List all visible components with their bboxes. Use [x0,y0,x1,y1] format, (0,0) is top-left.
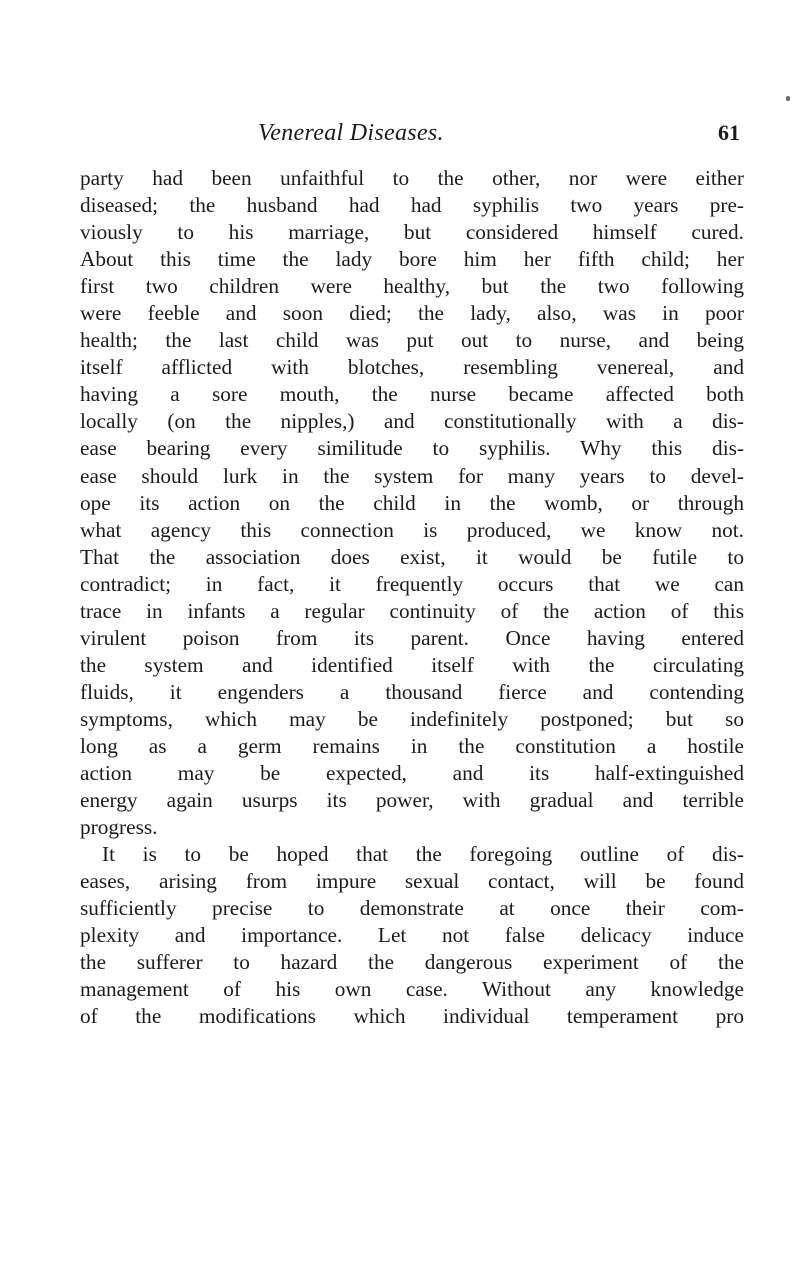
text-line: the system and identified itself with the circulating [80,652,744,677]
text-line: health; the last child was put out to nurse, and being [80,328,744,353]
text-line: sufficiently precise to demonstrate at once their com- [80,896,744,921]
text-line: of the modifications which individual temperament pro [80,1004,744,1029]
text-line: management of his own case. Without any knowledge [80,977,744,1002]
text-line: About this time the lady bore him her fifth child; her [80,247,744,272]
paragraph-start-line: It is to be hoped that the foregoing outline of dis- [102,842,744,867]
text-line: first two children were healthy, but the two following [80,274,744,299]
ink-speck [786,96,790,101]
text-line: symptoms, which may be indefinitely postponed; but so [80,706,744,731]
text-line: action may be expected, and its half-extinguished [80,761,744,786]
body-text [80,165,744,1031]
text-line: ease bearing every similitude to syphilis. Why this dis- [80,436,744,461]
text-line: plexity and importance. Let not false delicacy induce [80,923,744,948]
text-line: having a sore mouth, the nurse became affected both [80,382,744,407]
text-line: ope its action on the child in the womb, or through [80,490,744,515]
text-line: viously to his marriage, but considered himself cured. [80,220,744,245]
text-line: locally (on the nipples,) and constitutionally with a dis- [80,409,744,434]
text-line: energy again usurps its power, with gradual and terrible [80,788,744,813]
text-line: trace in infants a regular continuity of the action of this [80,598,744,623]
text-line: contradict; in fact, it frequently occurs that we can [80,571,744,596]
text-line: party had been unfaithful to the other, nor were either [80,166,744,190]
paragraph-end-line: progress. [80,815,158,840]
text-line: fluids, it engenders a thousand fierce and contending [80,679,744,704]
text-line: eases, arising from impure sexual contact, will be found [80,869,744,894]
text-line: long as a germ remains in the constitution a hostile [80,733,744,758]
text-line: itself afflicted with blotches, resembling venereal, and [80,355,744,380]
page-header [80,120,740,154]
text-line: the sufferer to hazard the dangerous experiment of the [80,950,744,975]
text-line: what agency this connection is produced, we know not. [80,517,744,542]
running-title: Venereal Diseases. [258,120,444,146]
text-line: virulent poison from its parent. Once having entered [80,625,744,650]
page-number: 61 [718,120,740,145]
text-line: diseased; the husband had had syphilis two years pre- [80,193,744,218]
text-line: were feeble and soon died; the lady, also, was in poor [80,301,744,326]
text-line: ease should lurk in the system for many years to devel- [80,463,744,488]
text-line: That the association does exist, it would be futile to [80,544,744,569]
